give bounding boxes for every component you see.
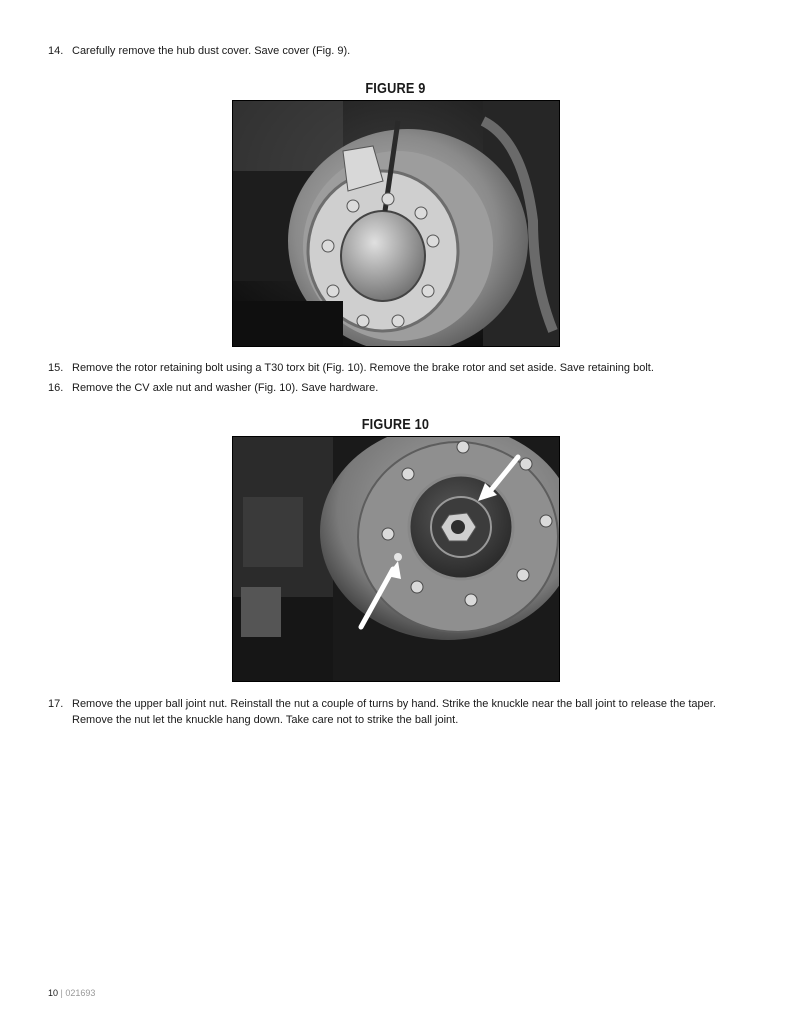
figure-9-photo	[232, 100, 560, 347]
step-text: Remove the upper ball joint nut. Reinstall the nut a couple of turns by hand. Strike the knuckle near the ball joint to release the taper. Remove the nut let the knuckle hang down. Take care not to strike the ball joint.	[72, 698, 716, 726]
footer-separator: |	[58, 988, 66, 998]
step-16	[48, 380, 748, 396]
page-footer	[48, 988, 95, 998]
cv-axle-nut-rotor-bolt-image	[233, 437, 559, 681]
step-15	[48, 360, 748, 376]
document-number: 021693	[65, 988, 96, 998]
figure-10-title: FIGURE 10	[361, 416, 430, 433]
step-text: Carefully remove the hub dust cover. Save cover (Fig. 9).	[72, 45, 351, 57]
step-number: 15.	[48, 362, 64, 374]
step-number: 14.	[48, 45, 64, 57]
step-17	[48, 696, 748, 728]
figure-9-title: FIGURE 9	[365, 80, 426, 97]
step-text: Remove the CV axle nut and washer (Fig. 10). Save hardware.	[72, 382, 379, 394]
page-number: 10	[48, 988, 59, 998]
step-number: 16.	[48, 382, 64, 394]
figure-10-photo	[232, 436, 560, 682]
step-14	[48, 43, 748, 59]
step-text: Remove the rotor retaining bolt using a T30 torx bit (Fig. 10). Remove the brake rotor and set aside. Save retaining bolt.	[72, 362, 654, 374]
brake-hub-dust-cover-image	[233, 101, 559, 346]
step-number: 17.	[48, 698, 64, 710]
